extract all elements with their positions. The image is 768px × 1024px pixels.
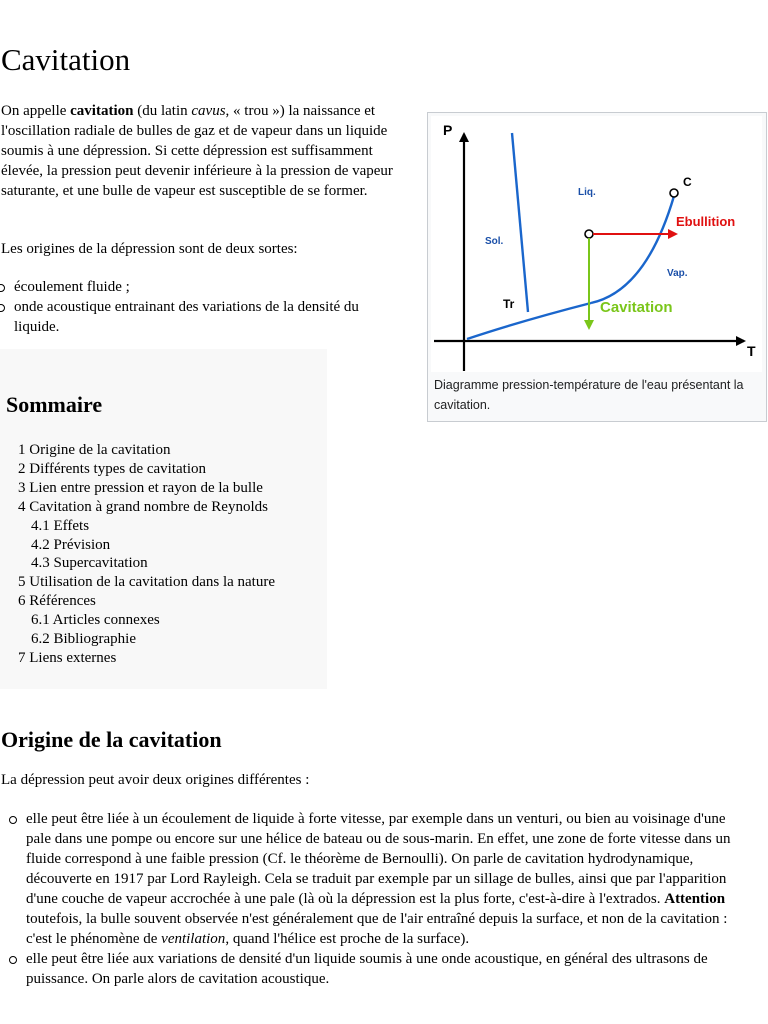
section-heading: Origine de la cavitation [1,727,222,752]
list-item: écoulement fluide ; [1,277,401,297]
toc-subitem[interactable]: 6.2 Bibliographie [31,631,136,648]
ebullition-label: Ebullition [676,214,736,229]
list-item: onde acoustique entrainant des variations de la densité du liquide. [1,297,401,337]
critical-point-label: C [683,175,692,189]
solid-label: Sol. [485,236,504,247]
toc-item[interactable]: 1 Origine de la cavitation [18,442,171,458]
fusion-curve [512,133,528,312]
term-cavus: cavus [191,103,226,119]
toc-heading: Sommaire [6,392,103,417]
toc-item[interactable]: 3 Lien entre pression et rayon de la bulle [18,479,263,496]
cavitation-label: Cavitation [600,299,673,316]
toc-subitem[interactable]: 6.1 Articles connexes [31,612,160,629]
toc-subitem[interactable]: 4.3 Supercavitation [31,555,148,572]
toc-subitem[interactable]: 4.1 Effets [31,517,90,534]
toc-item[interactable]: 4 Cavitation à grand nombre de Reynolds [18,498,268,515]
triple-point-label: Tr [503,297,515,311]
term-cavitation: cavitation [70,103,134,119]
phase-diagram-svg [431,116,762,372]
list-item: elle peut être liée aux variations de densité d'un liquide soumis à une onde acoustique, en général des ultrasons de puissance. On parle alors de cavitation acoustique. [13,949,753,989]
toc-item[interactable]: 7 Liens externes [18,649,117,666]
ventilation-italic: ventilation [161,931,226,947]
list-item: elle peut être liée à un écoulement de liquide à forte vitesse, par exemple dans un venturi, ou bien au voisinage d'une pale dans une pompe ou encore sur une hélice de bateau ou de sous-marin. En effet, une zone de forte vitesse dans un fluide correspond à une faible pression (Cf. le théorème de Bernoulli). On parle de cavitation hydrodynamique, découverte en 1917 par Lord Rayleigh. Cela se traduit par exemple par un sillage de bulles, ainsi que par l'apparition d'une couche de vapeur accrochée à une pale (là où la dépression est la plus forte, c'est-à-dire à l'extrados. Attention toutefois, la bulle souvent observée n'est généralement que de l'air entraîné depuis la surface, et non de la cavitation : c'est le phénomène de ventilation, quand l'hélice est proche de la surface). [13,809,753,949]
t-axis-label: T [747,343,756,359]
p-axis-label: P [443,122,453,138]
vaporization-curve [591,196,674,303]
thumbnail-figure [427,112,767,422]
toc-subitem[interactable]: 4.2 Prévision [31,536,111,553]
toc-item[interactable]: 6 Références [18,593,96,610]
figure-caption: Diagramme pression-température de l'eau présentant la cavitation. [434,378,744,412]
section-list [13,809,753,989]
attention-bold: Attention [664,891,726,907]
start-point-marker [585,230,593,238]
intro-paragraph: On appelle cavitation (du latin cavus, « trou ») la naissance et l'oscillation radiale de bulles de gaz et de vapeur dans un liquide soumis à une dépression. Si cette dépression est suffisamment élevée, la pression peut devenir inférieure à la pression de vapeur saturante, et une bulle de vapeur est susceptible de se former. [1,103,393,199]
toc-item[interactable]: 5 Utilisation de la cavitation dans la nature [18,574,276,591]
origins-intro: Les origines de la dépression sont de deux sortes: [1,241,298,257]
sublimation-curve [467,303,591,339]
phase-diagram-image[interactable] [431,116,762,372]
page-title: Cavitation [1,42,131,77]
toc-item[interactable]: 2 Différents types de cavitation [18,460,206,477]
section-intro: La dépression peut avoir deux origines différentes : [1,772,310,788]
liquid-label: Liq. [578,187,596,198]
origins-list [1,277,401,337]
critical-point-marker [670,189,678,197]
table-of-contents [0,349,327,689]
vapor-label: Vap. [667,268,688,279]
toc-list [18,441,275,668]
